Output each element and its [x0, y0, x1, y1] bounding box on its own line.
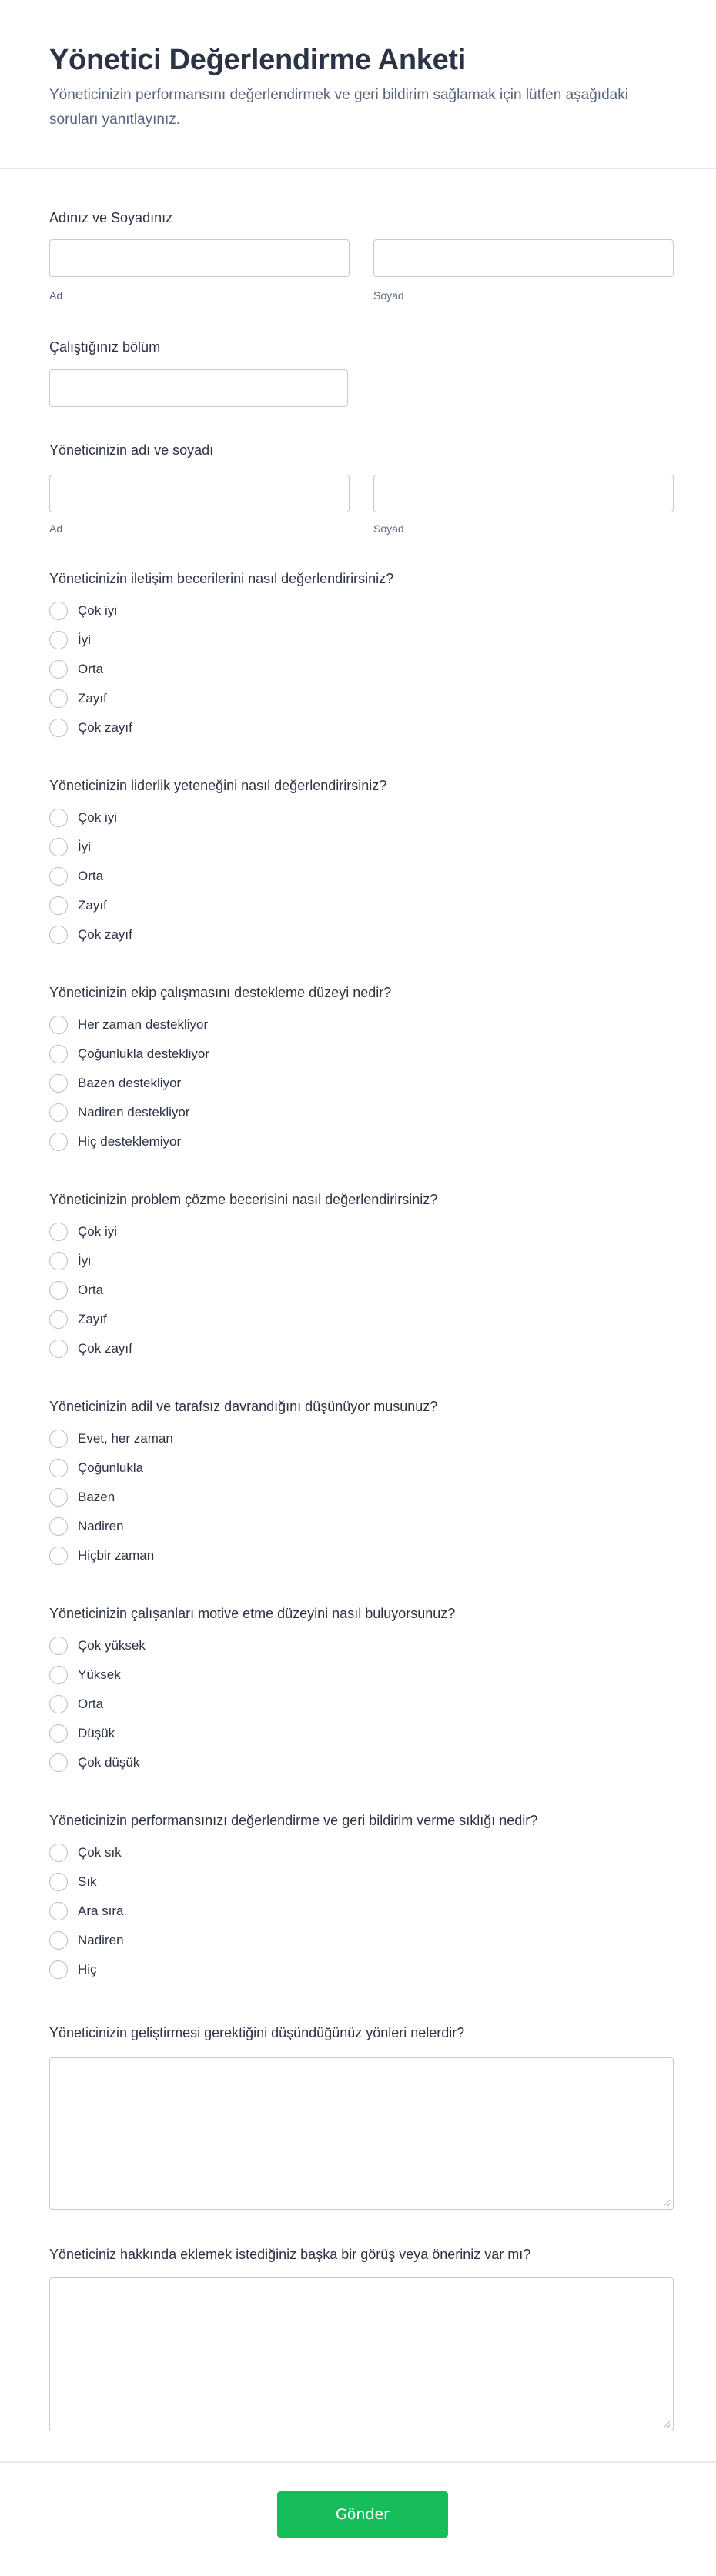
radio-option[interactable]: [49, 1246, 674, 1276]
radio-option-label: Çok zayıf: [78, 927, 132, 942]
question-label: Yöneticinizin liderlik yeteneğini nasıl değerlendirirsiniz?: [49, 778, 387, 793]
radio-button-icon[interactable]: [49, 1902, 68, 1920]
radio-button-icon[interactable]: [49, 809, 68, 827]
radio-questions: [49, 569, 674, 1984]
radio-button-icon[interactable]: [49, 1045, 68, 1063]
radio-option[interactable]: [49, 1039, 674, 1069]
radio-option-label: İyi: [78, 1253, 91, 1268]
question-label: Yöneticinizin performansınızı değerlendirme ve geri bildirim verme sıklığı nedir?: [49, 1813, 538, 1828]
radio-button-icon[interactable]: [49, 1133, 68, 1151]
radio-button-icon[interactable]: [49, 1488, 68, 1507]
radio-option-label: Çok sık: [78, 1845, 122, 1860]
radio-option-label: Çok zayıf: [78, 1341, 132, 1356]
radio-option[interactable]: [49, 655, 674, 684]
radio-option[interactable]: [49, 1305, 674, 1334]
first-name-sublabel: Ad: [49, 289, 63, 302]
radio-option[interactable]: [49, 1955, 674, 1984]
radio-button-icon[interactable]: [49, 1931, 68, 1950]
radio-option[interactable]: [49, 1217, 674, 1246]
radio-option-label: Hiç desteklemiyor: [78, 1134, 182, 1149]
radio-option[interactable]: [49, 1838, 674, 1867]
radio-option[interactable]: [49, 1483, 674, 1512]
radio-option-label: Çok iyi: [78, 810, 118, 825]
radio-button-icon[interactable]: [49, 1844, 68, 1862]
radio-option[interactable]: [49, 1690, 674, 1719]
form-header: [0, 0, 716, 169]
radio-question: [49, 1397, 674, 1570]
radio-button-icon[interactable]: [49, 1960, 68, 1979]
resize-handle-icon[interactable]: [664, 2200, 670, 2206]
radio-button-icon[interactable]: [49, 1223, 68, 1241]
radio-button-icon[interactable]: [49, 719, 68, 737]
radio-option[interactable]: [49, 920, 674, 949]
submit-button[interactable]: Gönder: [277, 2491, 448, 2538]
radio-option-label: Sık: [78, 1874, 97, 1889]
radio-button-icon[interactable]: [49, 1517, 68, 1536]
radio-option[interactable]: [49, 596, 674, 626]
radio-option[interactable]: [49, 1926, 674, 1955]
radio-button-icon[interactable]: [49, 1430, 68, 1448]
radio-button-icon[interactable]: [49, 867, 68, 886]
radio-option[interactable]: [49, 1334, 674, 1363]
radio-group: [49, 1838, 674, 1984]
manager-name-label: Yöneticinizin adı ve soyadı: [49, 442, 214, 458]
text-question: [49, 2024, 674, 2210]
radio-option[interactable]: [49, 1010, 674, 1039]
radio-button-icon[interactable]: [49, 1547, 68, 1565]
manager-first-name-sublabel: Ad: [49, 522, 63, 535]
radio-option[interactable]: [49, 1069, 674, 1098]
manager-last-name-sublabel: Soyad: [373, 522, 404, 535]
radio-button-icon[interactable]: [49, 896, 68, 915]
first-name-input[interactable]: [49, 239, 350, 277]
radio-group: [49, 1631, 674, 1777]
radio-button-icon[interactable]: [49, 689, 68, 708]
radio-option[interactable]: [49, 891, 674, 920]
radio-question: [49, 569, 674, 742]
manager-first-name-input[interactable]: [49, 475, 350, 512]
radio-option[interactable]: [49, 1660, 674, 1690]
radio-button-icon[interactable]: [49, 1724, 68, 1743]
manager-last-name-input[interactable]: [373, 475, 674, 512]
radio-button-icon[interactable]: [49, 1310, 68, 1329]
radio-option-label: Bazen destekliyor: [78, 1076, 182, 1090]
radio-question: [49, 776, 674, 949]
question-label: Yöneticinizin adil ve tarafsız davrandığını düşünüyor musunuz?: [49, 1399, 438, 1414]
radio-option-label: Her zaman destekliyor: [78, 1017, 209, 1032]
radio-option[interactable]: [49, 1453, 674, 1483]
question-label: Yöneticiniz hakkında eklemek istediğiniz başka bir görüş veya öneriniz var mı?: [49, 2247, 531, 2262]
radio-option-label: Nadiren destekliyor: [78, 1105, 190, 1119]
radio-option-label: Nadiren: [78, 1519, 124, 1533]
radio-option[interactable]: [49, 1541, 674, 1570]
radio-button-icon[interactable]: [49, 926, 68, 944]
radio-option[interactable]: [49, 713, 674, 742]
radio-option[interactable]: [49, 1897, 674, 1926]
full-name-field: [49, 169, 674, 302]
manager-name-field: [49, 441, 674, 536]
question-label: Yöneticinizin ekip çalışmasını destekleme düzeyi nedir?: [49, 985, 392, 1000]
radio-option[interactable]: [49, 626, 674, 655]
page-description: Yöneticinizin performansını değerlendirmek ve geri bildirim sağlamak için lütfen aşağıdaki soruları yanıtlayınız.: [49, 87, 628, 128]
radio-group: [49, 1010, 674, 1156]
radio-button-icon[interactable]: [49, 1281, 68, 1300]
radio-option[interactable]: [49, 1424, 674, 1453]
radio-question: [49, 1604, 674, 1777]
radio-option-label: Zayıf: [78, 691, 107, 706]
radio-option-label: Orta: [78, 869, 104, 883]
answer-textarea[interactable]: [49, 2057, 674, 2210]
radio-question: [49, 983, 674, 1156]
radio-option-label: Hiç: [78, 1962, 97, 1977]
question-label: Yöneticinizin iletişim becerilerini nasıl değerlendirirsiniz?: [49, 571, 394, 586]
radio-button-icon[interactable]: [49, 1252, 68, 1270]
radio-option-label: Zayıf: [78, 898, 107, 913]
radio-button-icon[interactable]: [49, 631, 68, 649]
full-name-label: Adınız ve Soyadınız: [49, 210, 173, 225]
radio-option[interactable]: [49, 833, 674, 862]
radio-option-label: Yüksek: [78, 1667, 121, 1682]
radio-option-label: Çok yüksek: [78, 1638, 146, 1653]
radio-option[interactable]: [49, 1512, 674, 1541]
radio-option[interactable]: [49, 803, 674, 833]
survey-form: [0, 169, 716, 2431]
page-title: Yönetici Değerlendirme Anketi: [49, 44, 467, 76]
radio-button-icon[interactable]: [49, 1695, 68, 1713]
radio-option-label: Çok zayıf: [78, 720, 132, 735]
radio-option-label: Hiçbir zaman: [78, 1548, 155, 1563]
radio-button-icon[interactable]: [49, 1340, 68, 1358]
text-question: [49, 2245, 674, 2431]
radio-option-label: Orta: [78, 1697, 104, 1711]
radio-option[interactable]: [49, 684, 674, 713]
radio-button-icon[interactable]: [49, 660, 68, 679]
radio-option-label: Ara sıra: [78, 1904, 124, 1918]
radio-option-label: Bazen: [78, 1490, 115, 1504]
question-label: Yöneticinizin problem çözme becerisini nasıl değerlendirirsiniz?: [49, 1192, 438, 1207]
radio-option-label: Çok iyi: [78, 603, 118, 618]
department-field: [49, 338, 674, 407]
radio-option[interactable]: [49, 1719, 674, 1748]
radio-button-icon[interactable]: [49, 1666, 68, 1684]
text-questions: [49, 2024, 674, 2431]
radio-question: [49, 1190, 674, 1363]
radio-button-icon[interactable]: [49, 602, 68, 620]
radio-button-icon[interactable]: [49, 1103, 68, 1122]
radio-question: [49, 1811, 674, 1984]
radio-option-label: Nadiren: [78, 1933, 124, 1947]
radio-option-label: Evet, her zaman: [78, 1431, 173, 1446]
radio-option-label: İyi: [78, 839, 91, 854]
radio-option[interactable]: [49, 1127, 674, 1156]
department-input[interactable]: [49, 369, 348, 407]
radio-button-icon[interactable]: [49, 1637, 68, 1655]
radio-option-label: Çok iyi: [78, 1224, 118, 1239]
radio-option-label: Düşük: [78, 1726, 115, 1740]
answer-textarea[interactable]: [49, 2277, 674, 2431]
radio-button-icon[interactable]: [49, 1753, 68, 1772]
radio-option[interactable]: [49, 1867, 674, 1897]
radio-option-label: Çok düşük: [78, 1755, 140, 1770]
radio-group: [49, 1424, 674, 1570]
radio-option-label: Orta: [78, 1283, 104, 1297]
radio-option-label: Zayıf: [78, 1312, 107, 1326]
resize-handle-icon[interactable]: [664, 2421, 670, 2428]
radio-option[interactable]: [49, 1631, 674, 1660]
radio-option-label: Orta: [78, 662, 104, 676]
radio-group: [49, 1217, 674, 1363]
radio-option[interactable]: [49, 862, 674, 891]
radio-group: [49, 803, 674, 949]
radio-option[interactable]: [49, 1276, 674, 1305]
last-name-input[interactable]: [373, 239, 674, 277]
last-name-sublabel: Soyad: [373, 289, 404, 302]
radio-button-icon[interactable]: [49, 1459, 68, 1477]
department-label: Çalıştığınız bölüm: [49, 339, 161, 355]
radio-option[interactable]: [49, 1748, 674, 1777]
radio-group: [49, 596, 674, 742]
radio-button-icon[interactable]: [49, 1074, 68, 1093]
question-label: Yöneticinizin çalışanları motive etme düzeyini nasıl buluyorsunuz?: [49, 1606, 456, 1621]
radio-button-icon[interactable]: [49, 838, 68, 856]
radio-button-icon[interactable]: [49, 1873, 68, 1891]
radio-option-label: Çoğunlukla: [78, 1460, 144, 1475]
form-footer: [0, 2461, 716, 2576]
question-label: Yöneticinizin geliştirmesi gerektiğini düşündüğünüz yönleri nelerdir?: [49, 2025, 465, 2040]
radio-button-icon[interactable]: [49, 1016, 68, 1034]
radio-option-label: Çoğunlukla destekliyor: [78, 1046, 210, 1061]
radio-option-label: İyi: [78, 632, 91, 647]
radio-option[interactable]: [49, 1098, 674, 1127]
